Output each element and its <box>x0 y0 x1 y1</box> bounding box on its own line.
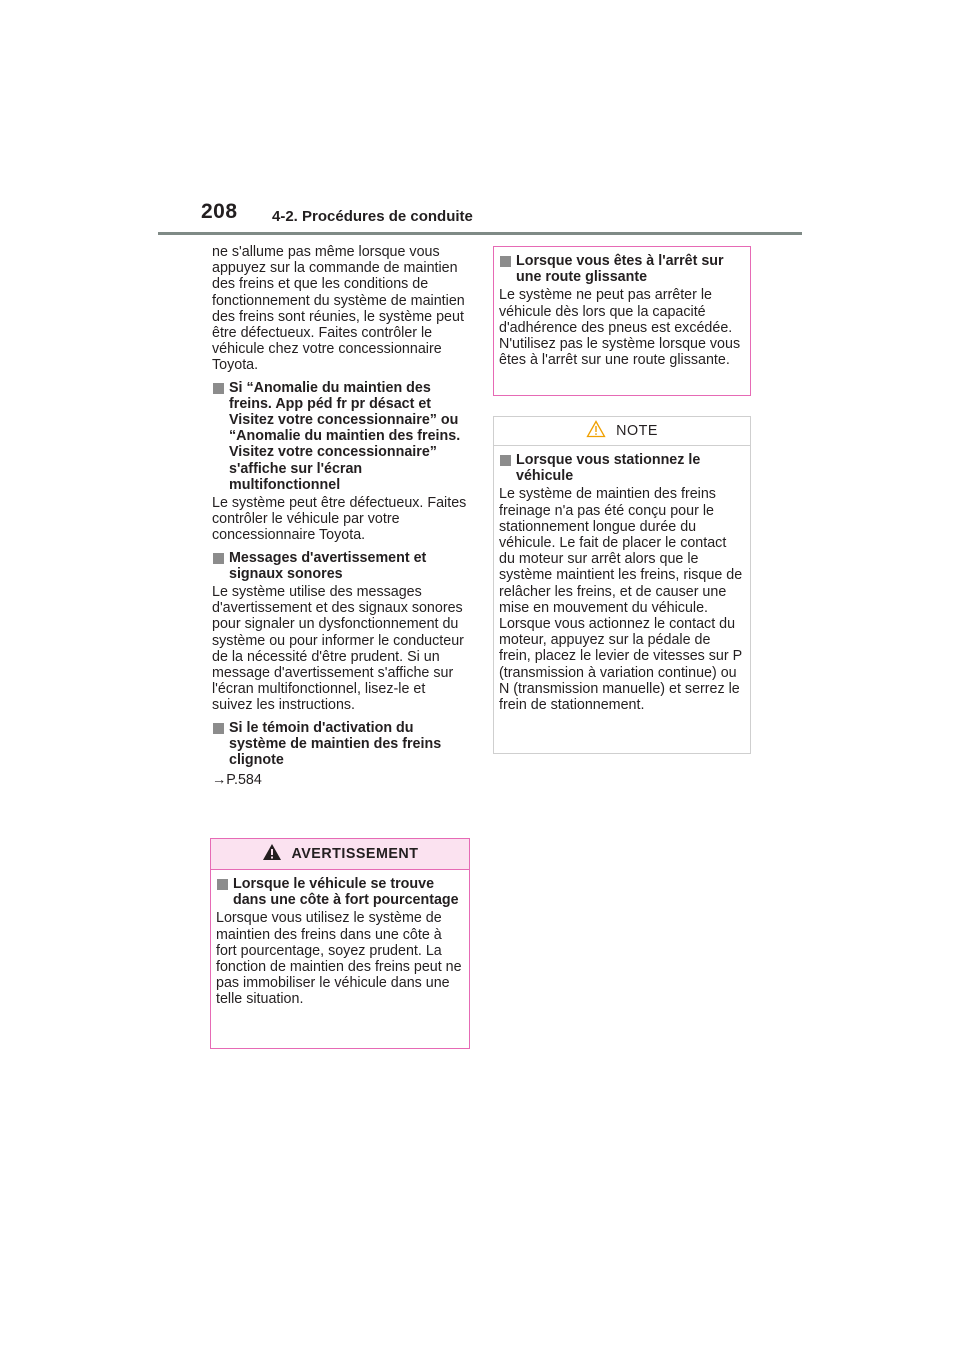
square-bullet-icon <box>213 553 224 564</box>
note-paragraph: Le système de maintien des freins freinage n'a pas été conçu pour le stationnement longue durée du véhicule. Le fait de placer le contact du moteur sur arrêt alors que le système maintient les freins, risque de relâcher les freins, et de causer une mise en mouvement du véhicule. Lorsque vous actionnez le contact du moteur, appuyez sur la pédale de frein, placez le levier de vitesses sur P (transmission à variation continue) ou N (transmission manuelle) et serrez le frein de stationnement. <box>499 486 743 714</box>
warning-paragraph: Lorsque vous utilisez le système de maintien des freins dans une côte à fort pourcentage, soyez prudent. La fonction de maintien des freins peut ne pas immobiliser le véhicule dans une telle situation. <box>216 910 462 1008</box>
square-bullet-icon <box>217 879 228 890</box>
note-box <box>493 416 751 754</box>
note-heading <box>499 452 745 484</box>
slippery-road-body <box>494 247 750 368</box>
slippery-heading-text: Lorsque vous êtes à l'arrêt sur une route glissante <box>516 253 724 286</box>
heading-messages <box>212 550 468 582</box>
warning-triangle-icon <box>262 843 282 865</box>
caution-triangle-icon <box>586 420 606 442</box>
anomaly-paragraph: Le système peut être défectueux. Faites contrôler le véhicule par votre concessionnaire Toyota. <box>212 495 467 544</box>
slippery-heading <box>499 253 745 285</box>
page-reference-link[interactable]: →P.584 <box>212 772 262 789</box>
heading-messages-text: Messages d'avertissement et signaux sonores <box>229 549 427 582</box>
warning-header <box>211 839 469 870</box>
intro-paragraph: ne s'allume pas même lorsque vous appuyez sur la commande de maintien des freins et que les conditions de fonctionnement du système de maintien des freins sont réunies, le système peut être défectueux. Faites contrôler le véhicule chez votre concessionnaire Toyota. <box>212 244 465 374</box>
warning-box <box>210 838 470 1049</box>
square-bullet-icon <box>213 383 224 394</box>
warning-title: AVERTISSEMENT <box>291 846 419 862</box>
heading-anomaly-text: Si “Anomalie du maintien des freins. App péd fr pr désact et Visitez votre concessionnaire” ou “Anomalie du maintien des freins. Visitez votre concessionnaire” s'affiche sur l'écran multifonctionnel <box>229 379 461 493</box>
square-bullet-icon <box>500 455 511 466</box>
note-body <box>494 446 750 713</box>
page-header <box>0 0 960 240</box>
square-bullet-icon <box>500 256 511 267</box>
page-number: 208 <box>201 200 238 223</box>
warning-heading <box>216 876 464 908</box>
slippery-paragraph: Le système ne peut pas arrêter le véhicule dès lors que la capacité d'adhérence des pneus est excédée. N'utilisez pas le système lorsque vous êtes à l'arrêt sur une route glissante. <box>499 287 741 369</box>
note-heading-text: Lorsque vous stationnez le véhicule <box>516 452 701 485</box>
left-column <box>212 244 468 795</box>
header-rule <box>158 232 802 235</box>
heading-indicator <box>212 720 468 769</box>
heading-anomaly <box>212 380 468 493</box>
warning-heading-text: Lorsque le véhicule se trouve dans une côte à fort pourcentage <box>233 876 459 909</box>
note-header <box>494 417 750 446</box>
warning-body <box>211 870 469 1008</box>
square-bullet-icon <box>213 723 224 734</box>
slippery-road-box <box>493 246 751 396</box>
note-title: NOTE <box>616 423 658 439</box>
section-title: 4-2. Procédures de conduite <box>272 208 473 225</box>
messages-paragraph: Le système utilise des messages d'avertissement et des signaux sonores pour signaler un dysfonctionnement du système ou pour informer le conducteur de la nécessité d'être prudent. Si un message d'avertissement s'affiche sur l'écran multifonctionnel, lisez-le et suivez les instructions. <box>212 584 464 714</box>
heading-indicator-text: Si le témoin d'activation du système de maintien des freins clignote <box>229 719 442 769</box>
